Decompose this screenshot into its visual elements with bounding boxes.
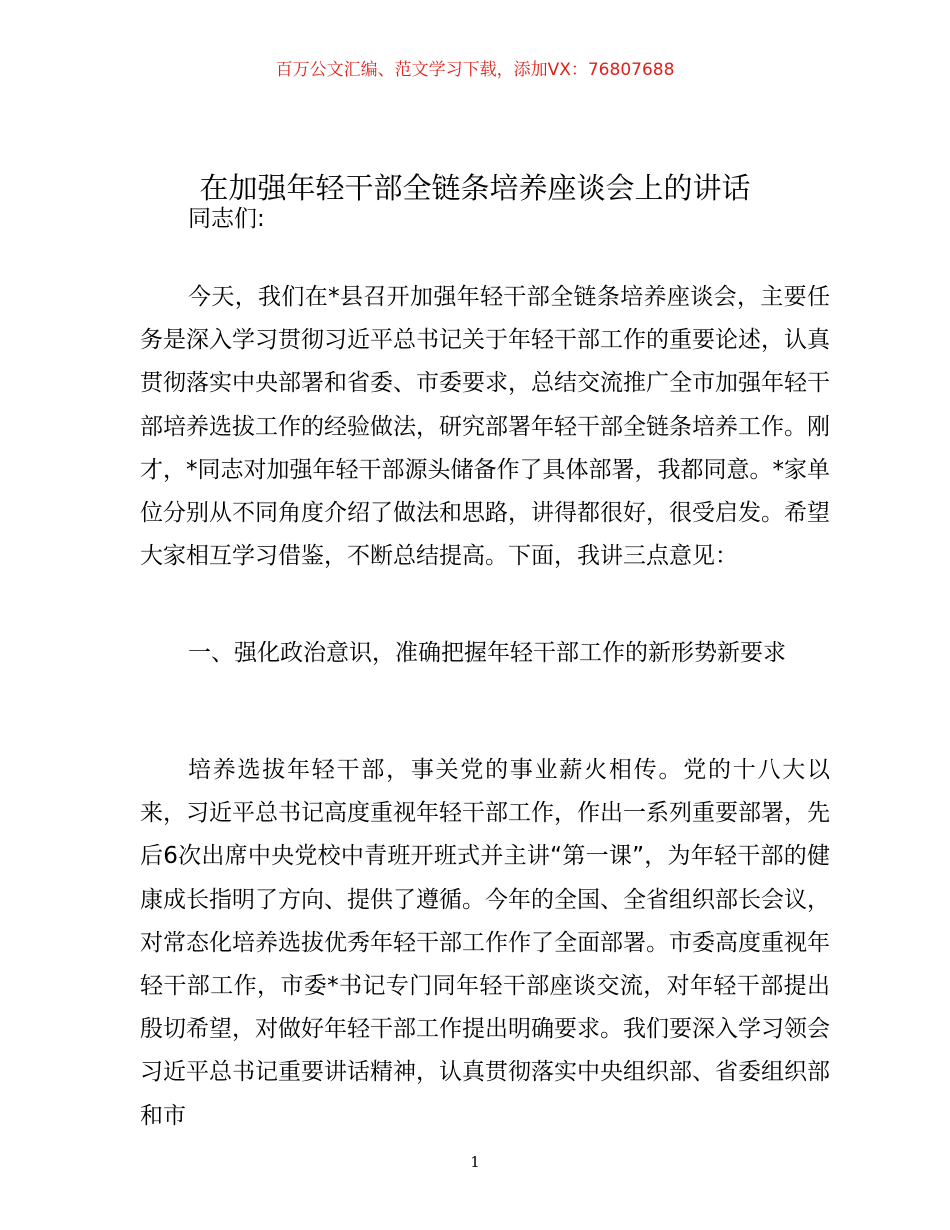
paragraph-intro: 今天，我们在*县召开加强年轻干部全链条培养座谈会，主要任务是深入学习贯彻习近平总书记关于年轻干部工作的重要论述，认真贯彻落实中央部署和省委、市委要求，总结交流推广全市加强年轻干部培养选拔工作的经验做法，研究部署年轻干部全链条培养工作。刚才，*同志对加强年轻干部源头储备作了具体部署，我都同意。*家单位分别从不同角度介绍了做法和思路，讲得都很好，很受启发。希望大家相互学习借鉴，不断总结提高。下面，我讲三点意见：	[140, 284, 830, 570]
section-heading-1: 一、强化政治意识，准确把握年轻干部工作的新形势新要求	[188, 640, 786, 666]
paragraph-section-1: 培养选拔年轻干部，事关党的事业薪火相传。党的十八大以来，习近平总书记高度重视年轻干部工作，作出一系列重要部署，先后6次出席中央党校中青班开班式并主讲“第一课”，为年轻干部的健康成长指明了方向、提供了遵循。今年的全国、全省组织部长会议，对常态化培养选拔优秀年轻干部工作作了全面部署。市委高度重视年轻干部工作，市委*书记专门同年轻干部座谈交流，对年轻干部提出殷切希望，对做好年轻干部工作提出明确要求。我们要深入学习领会习近平总书记重要讲话精神，认真贯彻落实中央组织部、省委组织部和市	[140, 757, 830, 1129]
page-number: 1	[470, 1153, 480, 1171]
header-banner: 百万公文汇编、范文学习下载，添加VX：76807688	[275, 60, 675, 80]
document-title: 在加强年轻干部全链条培养座谈会上的讲话	[199, 171, 751, 205]
salutation: 同志们:	[188, 206, 265, 232]
